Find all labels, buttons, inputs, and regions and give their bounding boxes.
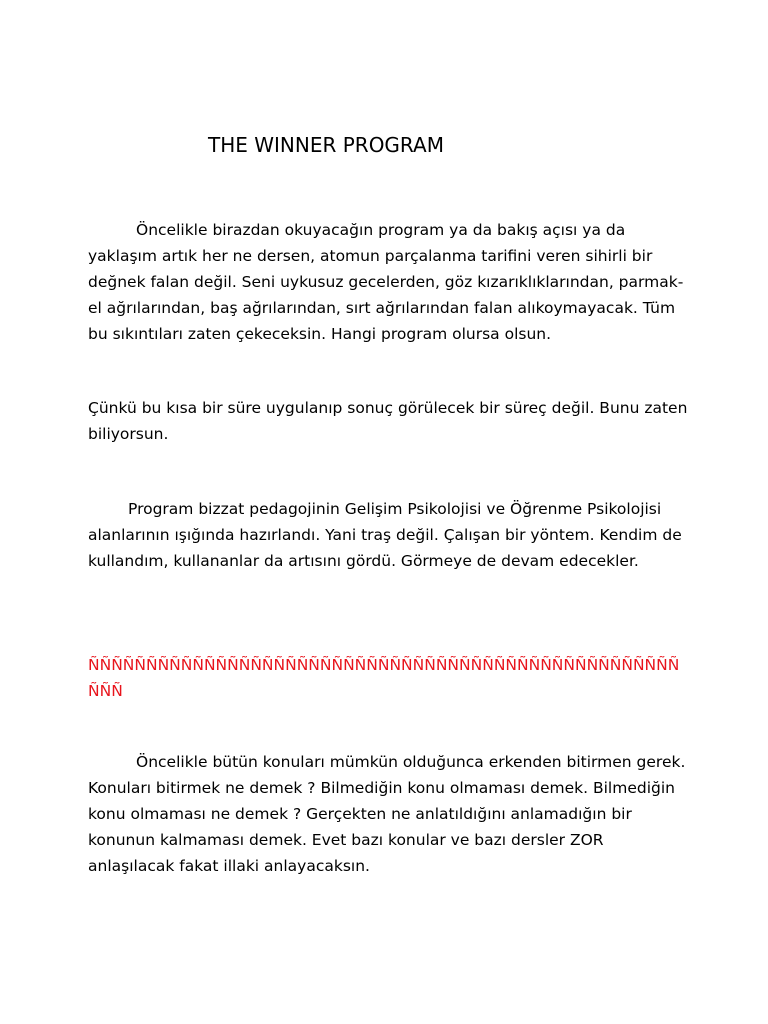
paragraph-method: Program bizzat pedagojinin Gelişim Psikolojisi ve Öğrenme Psikolojisi alanlarının ışığında hazırlandı. Yani traş değil. Çalışan bir yöntem. Kendim de kullandım, kullananlar da artısını gördü. Görmeye de devam edecekler. [88,500,682,570]
decorative-divider: ÑÑÑÑÑÑÑÑÑÑÑÑÑÑÑÑÑÑÑÑÑÑÑÑÑÑÑÑÑÑÑÑÑÑÑÑÑÑÑÑÑÑÑÑÑÑÑÑÑÑÑÑÑÑ [88,656,680,700]
paragraph-topics: Öncelikle bütün konuları mümkün olduğunca erkenden bitirmen gerek. Konuları bitirmek ne demek ? Bilmediğin konu olmaması demek. Bilmediğin konu olmaması ne demek ? Gerçekten ne anlatıldığını anlamadığın bir konunun kalmaması demek. Evet bazı konular ve bazı dersler ZOR anlaşılacak fakat illaki anlayacaksın. [88,753,686,875]
document-title: THE WINNER PROGRAM [208,133,444,157]
paragraph-intro: Öncelikle birazdan okuyacağın program ya da bakış açısı ya da yaklaşım artık her ne dersen, atomun parçalanma tarifini veren sihirli bir değnek falan değil. Seni uykusuz gecelerden, göz kızarıklıklarından, parmak-el ağrılarından, baş ağrılarından, sırt ağrılarından falan alıkoymayacak. Tüm bu sıkıntıları zaten çekeceksin. Hangi program olursa olsun. [88,221,684,343]
paragraph-process: Çünkü bu kısa bir süre uygulanıp sonuç görülecek bir süreç değil. Bunu zaten biliyorsun. [88,399,688,443]
